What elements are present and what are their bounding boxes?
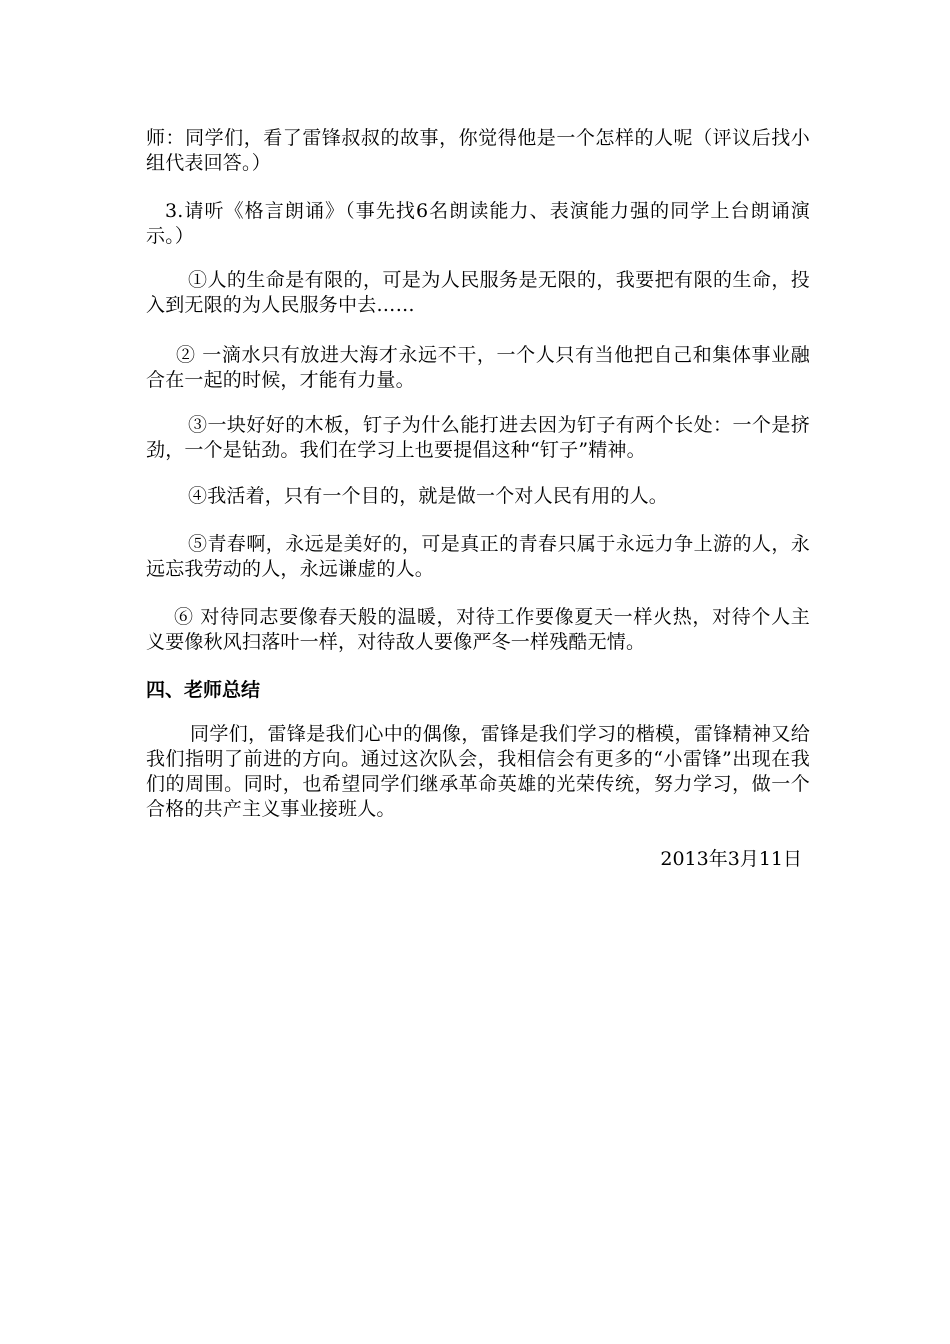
summary-paragraph: 同学们，雷锋是我们心中的偶像，雷锋是我们学习的楷模，雷锋精神又给我们指明了前进的方向。通过这次队会，我相信会有更多的“小雷锋”出现在我们的周围。同时，也希望同学们继承革命英雄的光荣传统，努力学习，做一个合格的共产主义事业接班人。 [146, 723, 810, 820]
quote-6-paragraph: ⑥ 对待同志要像春天般的温暖，对待工作要像夏天一样火热，对待个人主义要像秋风扫落叶一样，对待敌人要像严冬一样残酷无情。 [146, 606, 810, 653]
item-3-paragraph: 3.请听《格言朗诵》（事先找6名朗读能力、表演能力强的同学上台朗诵演示。） [146, 200, 810, 247]
quote-1-paragraph: ①人的生命是有限的，可是为人民服务是无限的，我要把有限的生命，投入到无限的为人民服务中去…… [146, 269, 810, 316]
quote-5-paragraph: ⑤青春啊，永远是美好的，可是真正的青春只属于永远力争上游的人，永远忘我劳动的人，永远谦虚的人。 [146, 533, 810, 580]
section-4-heading: 四、老师总结 [146, 679, 261, 701]
quote-2-paragraph: ② 一滴水只有放进大海才永远不干，一个人只有当他把自己和集体事业融合在一起的时候，才能有力量。 [146, 344, 810, 391]
teacher-question-paragraph: 师：同学们，看了雷锋叔叔的故事，你觉得他是一个怎样的人呢（评议后找小组代表回答。） [146, 127, 810, 174]
document-date: 2013年3月11日 [660, 848, 802, 870]
quote-4-paragraph: ④我活着，只有一个目的，就是做一个对人民有用的人。 [188, 485, 669, 507]
quote-3-paragraph: ③一块好好的木板，钉子为什么能打进去因为钉子有两个长处：一个是挤劲，一个是钻劲。我们在学习上也要提倡这种“钉子”精神。 [146, 414, 810, 461]
